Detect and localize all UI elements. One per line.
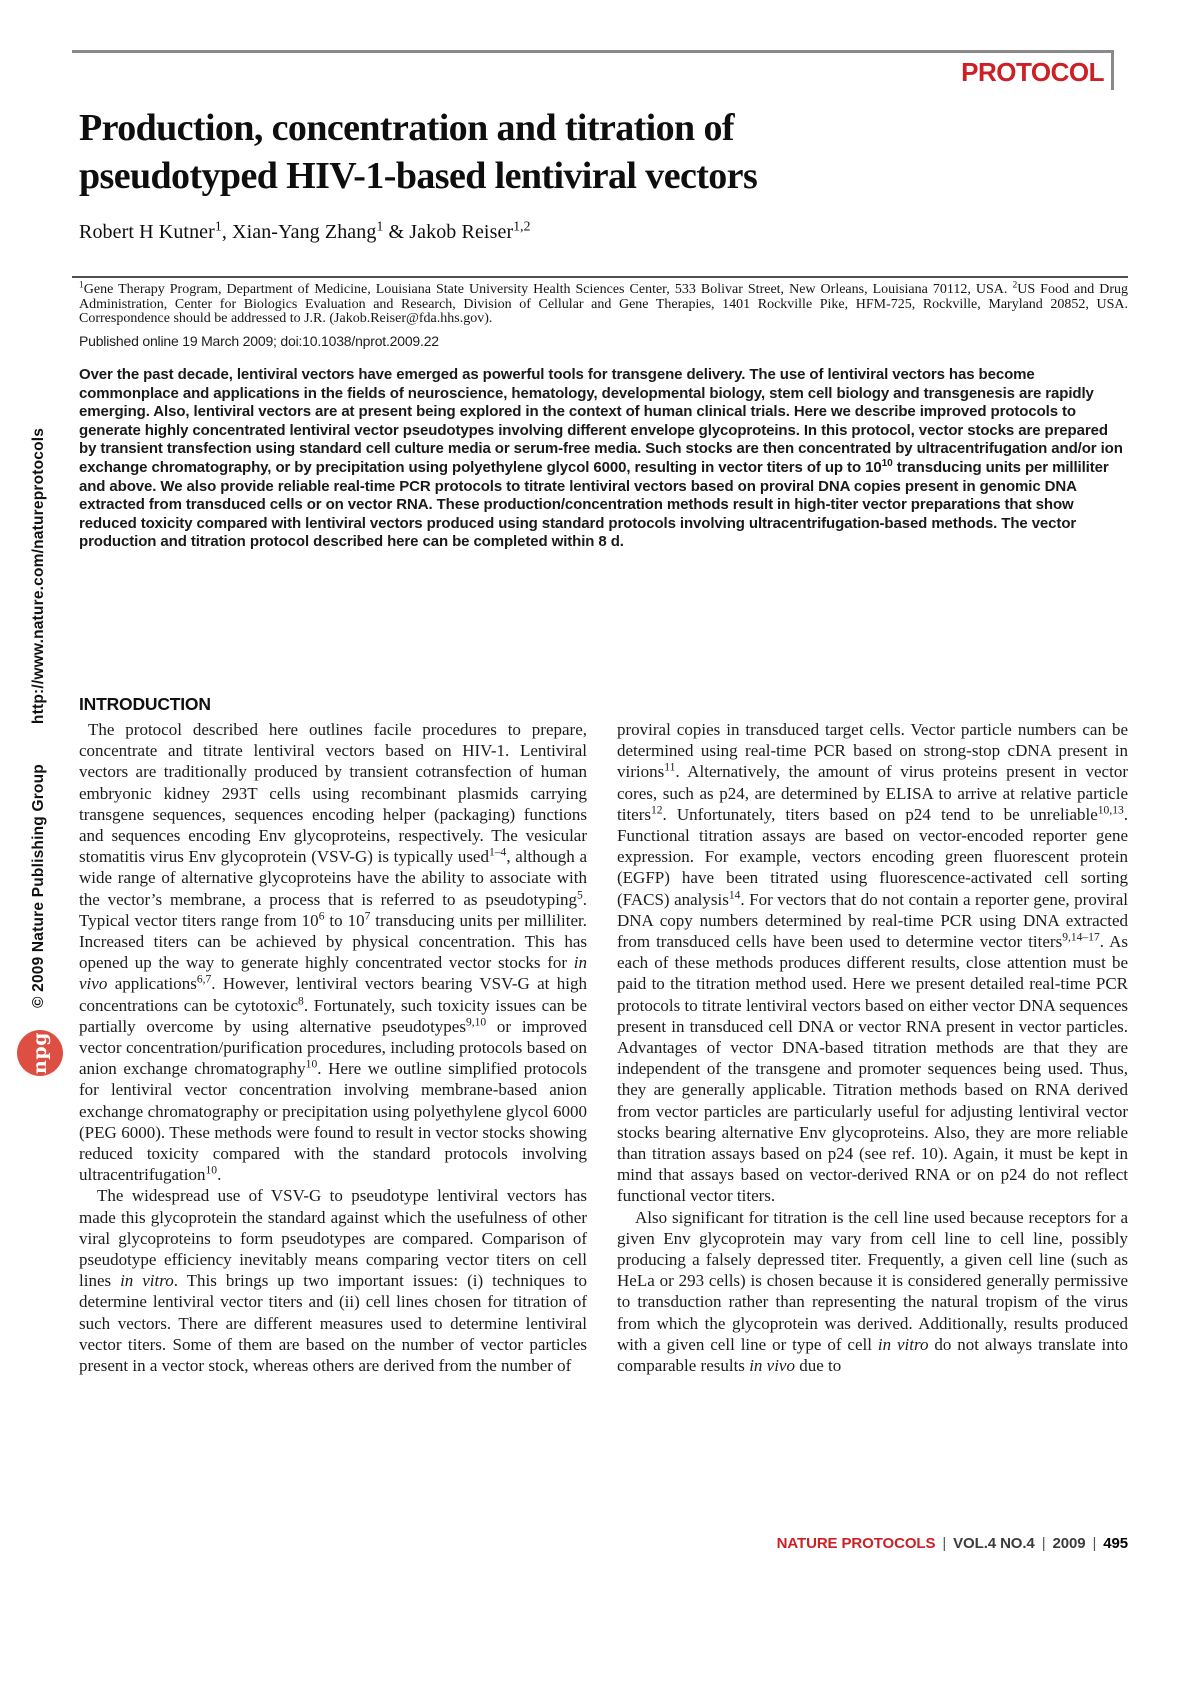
sidebar-vertical-text — [30, 428, 48, 1008]
footer-line — [777, 1535, 1128, 1552]
header-corner-rule — [1111, 50, 1114, 90]
intro-paragraph: proviral copies in transduced target cells. Vector particle numbers can be determined using real-time PCR based on strong-stop cDNA present in virions$^{11}$. Alternatively, the amount of virus proteins present in vector cores, such as p24, are determined by ELISA to arrive at relative particle titers$^{12}$. Unfortunately, titers based on p24 tend to be unreliable$^{10,13}$. Functional titration assays are based on vector-encoded reporter gene expression. For example, vectors encoding green fluorescent protein (EGFP) have been titrated using fluorescence-activated cell sorting (FACS) analysis$^{14}$. For vectors that do not contain a reporter gene, proviral DNA copy numbers determined by real-time PCR using DNA extracted from transduced cells have been used to determine vector titers$^{9,14-17}$. As each of these methods produces different results, close attention must be paid to the titration method used. Here we present detailed real-time PCR protocols to titrate lentiviral vectors based on either vector DNA sequences present in transduced cell DNA or vector RNA present in vector particles. Advantages of vector DNA-based titration methods are that they are independent of the transgene and promoter sequences being used. Thus, they are generally applicable. Titration methods based on RNA derived from vector particles are particularly useful for adjusting lentiviral vector stocks bearing alternative Env glycoproteins. Also, they are more reliable than titration assays based on p24 (see ref. 10). Again, it must be kept in mind that assays based on vector-derived RNA or on p24 do not reflect functional vector titers. — [617, 720, 1128, 1206]
affiliation-divider-rule — [72, 276, 1128, 278]
npg-logo — [17, 1030, 63, 1076]
footer-year: 2009 — [1052, 1535, 1086, 1552]
intro-paragraph: The widespread use of VSV-G to pseudotype lentiviral vectors has made this glycoprotein the standard against which the usefulness of other viral glycoproteins to form pseudotypes are compared. Comparison of pseudotype efficiency inevitably means comparing vector titers on cell lines in vitro. This brings up two important issues: (i) techniques to determine lentiviral vector titers and (ii) cell lines chosen for titration of such vectors. There are different measures used to determine lentiviral vector titers. Some of them are based on the number of vector particles present in a vector stock, whereas others are derived from the number of — [79, 1186, 588, 1376]
affiliation-note: $^1$Gene Therapy Program, Department of Medicine, Louisiana State University Health Sciences Center, 533 Bolivar Street, New Orleans, Louisiana 70112, USA. $^2$US Food and Drug Administration, Center for Biologics Evaluation and Research, Division of Cellular and Gene Therapies, 1401 Rockville Pike, HFM-725, Rockville, Maryland 20852, USA. Correspondence should be addressed to J.R. (Jakob.Reiser@fda.hhs.gov). — [79, 280, 1128, 326]
header-rule — [72, 50, 1114, 53]
article-title-line-1: Production, concentration and titration of — [79, 107, 734, 149]
footer-separator: | — [1092, 1535, 1097, 1552]
footer-page-number: 495 — [1103, 1535, 1128, 1552]
footer-volume: VOL.4 NO.4 — [953, 1535, 1035, 1552]
intro-paragraph: Also significant for titration is the cell line used because receptors for a given Env glycoprotein may vary from cell line to cell line, possibly producing a falsely depressed titer. Frequently, a given cell line (such as HeLa or 293 cells) is chosen because it is considered generally permissive to transduction rather than representing the natural tropism of the virus from which the glycoprotein was derived. Additionally, results produced with a given cell line or type of cell in vitro do not always translate into comparable results in vivo due to — [617, 1207, 1128, 1376]
article-title — [79, 104, 1079, 200]
npg-logo-text: npg — [29, 1032, 51, 1074]
introduction-heading: INTRODUCTION — [79, 694, 211, 714]
intro-column-left — [79, 719, 587, 1376]
sidebar-copyright: © 2009 Nature Publishing Group — [30, 764, 47, 1008]
footer-journal-name: NATURE PROTOCOLS — [776, 1535, 936, 1552]
author-list: Robert H Kutner$^1$, Xian-Yang Zhang$^1$ & Jakob Reiser$^{1,2}$ — [79, 218, 531, 243]
intro-paragraph: The protocol described here outlines facile procedures to prepare, concentrate and titrate lentiviral vectors based on HIV-1. Lentiviral vectors are traditionally produced by transient cotransfection of human embryonic kidney 293T cells using recombinant plasmids carrying transgene sequences, sequences encoding helper (packaging) functions and sequences encoding Env glycoproteins, respectively. The vesicular stomatitis virus Env glycoprotein (VSV-G) is typically used$^{1-4}$, although a wide range of alternative glycoproteins have the ability to associate with the vector’s membrane, a process that is referred to as pseudotyping$^5$. Typical vector titers range from $10^6$ to $10^7$ transducing units per milliliter. Increased titers can be achieved by physical concentration. This has opened up the way to generate highly concentrated vector stocks for in vivo applications$^{6,7}$. However, lentiviral vectors bearing VSV-G at high concentrations can be cytotoxic$^8$. Fortunately, such toxicity issues can be partially overcome by using alternative pseudotypes$^{9,10}$ or improved vector concentration/purification procedures, including protocols based on anion exchange chromatography$^{10}$. Here we outline simplified protocols for lentiviral vector concentration involving membrane-based anion exchange chromatography or precipitation using polyethylene glycol 6000 (PEG 6000). These methods were found to result in vector stocks showing reduced toxicity compared with the standard protocols involving ultracentrifugation$^{10}$. — [79, 720, 588, 1185]
published-doi-line: Published online 19 March 2009; doi:10.1038/nprot.2009.22 — [79, 333, 439, 349]
footer-separator: | — [1041, 1535, 1046, 1552]
article-type-kicker: PROTOCOL — [961, 57, 1104, 87]
intro-column-right — [617, 719, 1128, 1376]
abstract: Over the past decade, lentiviral vectors have emerged as powerful tools for transgene delivery. The use of lentiviral vectors has become commonplace and applications in the fields of neuroscience, hematology, developmental biology, stem cell biology and transgenesis are rapidly emerging. Also, lentiviral vectors are at present being explored in the context of human clinical trials. Here we describe improved protocols to generate highly concentrated lentiviral vector pseudotypes involving different envelope glycoproteins. In this protocol, vector stocks are prepared by transient transfection using standard cell culture media or serum-free media. Such stocks are then concentrated by ultracentrifugation and/or ion exchange chromatography, or by precipitation using polyethylene glycol 6000, resulting in vector titers of up to $10^{10}$ transducing units per milliliter and above. We also provide reliable real-time PCR protocols to titrate lentiviral vectors based on proviral DNA copies present in genomic DNA extracted from transduced cells or on vector RNA. These production/concentration methods result in high-titer vector preparations that show reduced toxicity compared with lentiviral vectors produced using standard protocols involving ultracentrifugation-based methods. The vector production and titration protocol described here can be completed within 8 d. — [79, 366, 1123, 551]
footer-separator: | — [942, 1535, 947, 1552]
article-title-line-2: pseudotyped HIV-1-based lentiviral vectors — [79, 155, 758, 197]
sidebar-journal-url: http://www.nature.com/natureprotocols — [30, 427, 47, 725]
